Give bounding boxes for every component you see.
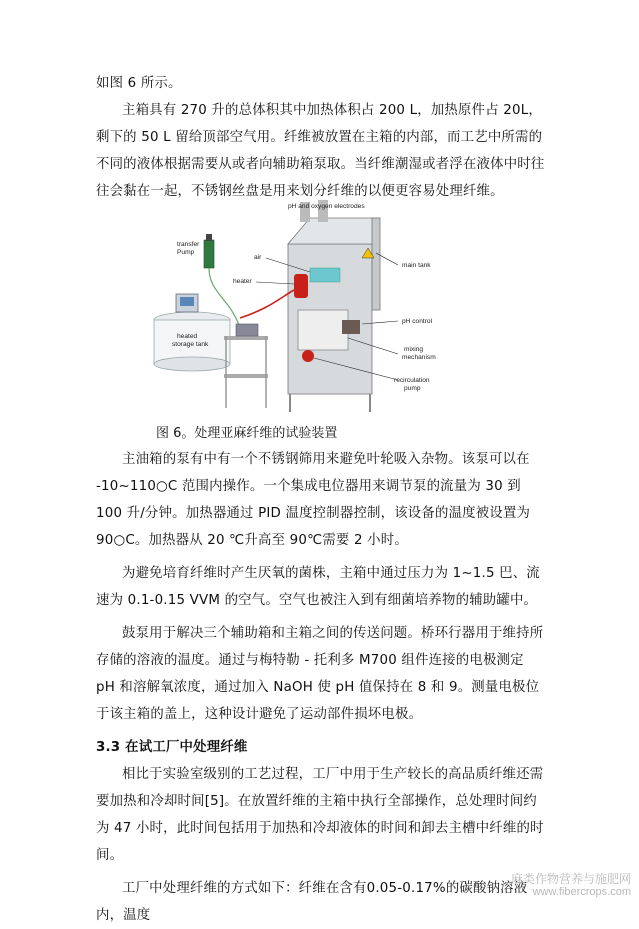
label-heater: heater <box>233 278 252 285</box>
paragraph-1: 主箱具有 270 升的总体积其中加热体积占 200 L，加热原件占 20L，剩下的 50 L 留给顶部空气用。纤维被放置在主箱的内部，而工艺中所需的不同的液体根据需要从或者向辅助箱泵取。当纤维潮湿或者浮在液体中时往往会黏在一起，不锈钢丝盘是用来划分纤维的以便更容易处理纤维。 <box>96 103 545 199</box>
label-transfer: transfer <box>177 241 200 248</box>
text-block-top <box>96 70 546 205</box>
label-recirculation: recirculation <box>394 377 430 384</box>
watermark-site-name: 麻类作物营养与施肥网 <box>510 872 631 886</box>
label-ph-control: pH control <box>402 318 433 325</box>
label-mixing: mixing <box>404 346 424 353</box>
paragraph-3: 为避免培育纤维时产生厌氧的菌株，主箱中通过压力为 1~1.5 巴、流速为 0.1-0.15 VVM 的空气。空气也被注入到有细菌培养物的辅助罐中。 <box>96 566 540 608</box>
label-pump: Pump <box>177 249 195 256</box>
figure-caption: 图 6。处理亚麻纤维的试验装置 <box>156 426 338 441</box>
apparatus-illustration <box>140 198 440 418</box>
watermark-url: www.fibercrops.com <box>532 886 631 898</box>
paragraph-0: 如图 6 所示。 <box>96 76 182 91</box>
text-block-bottom <box>96 446 546 929</box>
section-heading: 3.3 在试工厂中处理纤维 <box>96 740 248 755</box>
paragraph-2: 主油箱的泵有中有一个不锈钢筛用来避免叶轮吸入杂物。该泵可以在 -10~110○C 范围内操作。一个集成电位器用来调节泵的流量为 30 到 100 升/分钟。加热器通过 PID 温度控制器控制，该设备的温度被设置为 90○C。加热器从 20 ℃升高至 90℃需要 2 小时。 <box>96 452 531 548</box>
label-air: air <box>254 254 262 261</box>
label-heated: heated <box>177 333 198 340</box>
paragraph-6: 工厂中处理纤维的方式如下：纤维在含有0.05-0.17%的碳酸钠溶液内，温度 <box>96 881 528 923</box>
paragraph-5: 相比于实验室级别的工艺过程，工厂中用于生产较长的高品质纤维还需要加热和冷却时间[5]。在放置纤维的主箱中执行全部操作，总处理时间约为 47 小时，此时间包括用于加热和冷却液体的时间和卸去主槽中纤维的时间。 <box>96 767 544 863</box>
site-watermark <box>511 873 631 899</box>
label-storage-tank: storage tank <box>172 341 209 348</box>
label-mechanism: mechanism <box>402 354 436 361</box>
label-main-tank: main tank <box>402 262 431 269</box>
label-ph-oxygen: pH and oxygen electrodes <box>288 203 365 210</box>
label-recirc-pump: pump <box>404 385 421 392</box>
figure-6 <box>140 198 440 418</box>
paragraph-4: 鼓泵用于解决三个辅助箱和主箱之间的传送问题。桥环行器用于维持所存储的溶液的温度。通过与梅特勒 - 托利多 M700 组件连接的电极测定 pH 和溶解氧浓度，通过加入 NaOH 使 pH 值保持在 8 和 9。测量电极位于该主箱的盖上，这种设计避免了运动部件损坏电极。 <box>96 626 544 722</box>
